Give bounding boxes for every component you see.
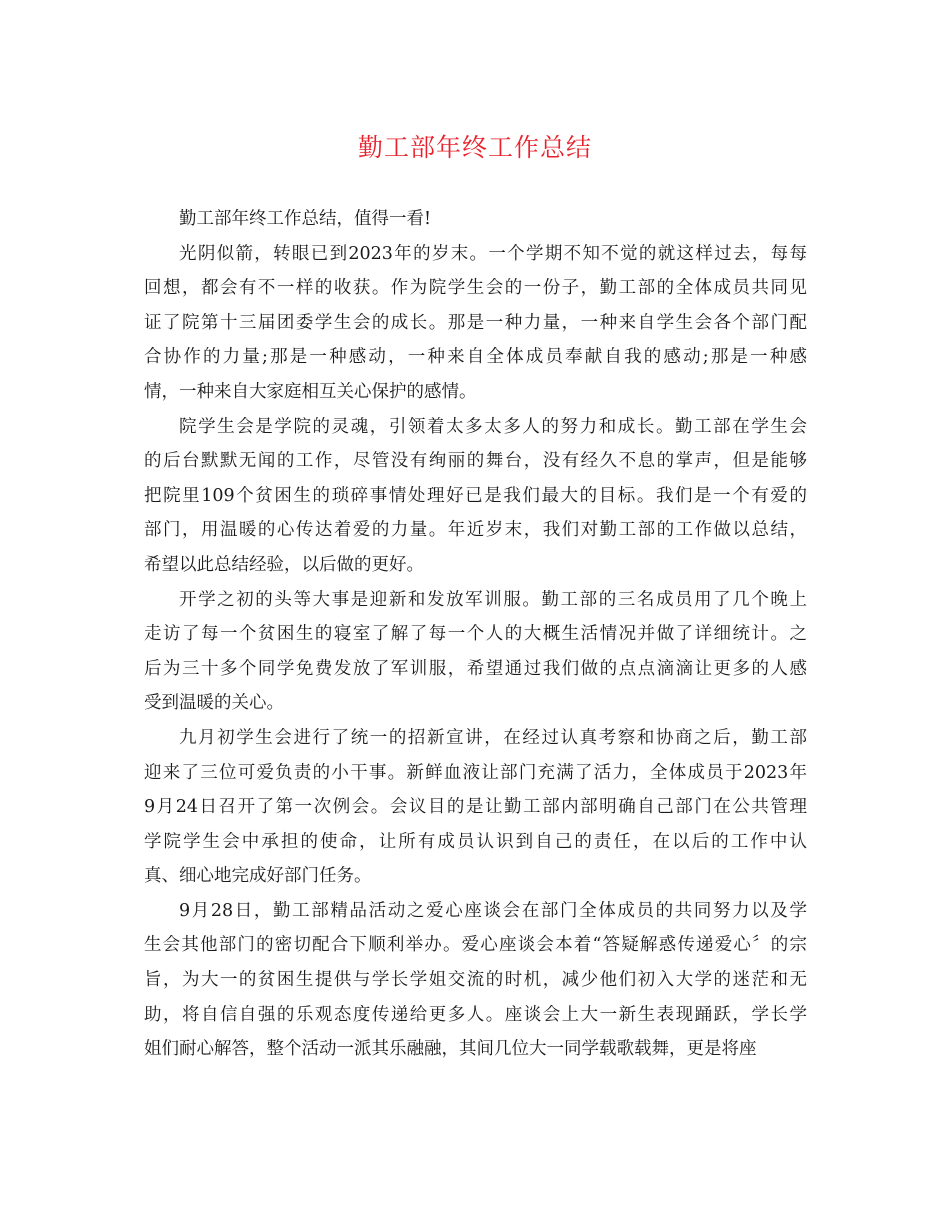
paragraph-line: 回想，都会有不一样的收获。作为院学生会的一份子，勤工部的全体成员共同见 xyxy=(144,278,807,299)
paragraph-line: 生会其他部门的密切配合下顺利举办。爱心座谈会本着“答疑解惑传递爱心〞的宗 xyxy=(144,935,807,956)
paragraph-line: 真、细心地完成好部门任务。 xyxy=(144,866,372,887)
paragraph-line: 勤工部年终工作总结，值得一看! xyxy=(179,209,432,229)
paragraph-line: 院学生会是学院的灵魂，引领着太多太多人的努力和成长。勤工部在学生会 xyxy=(179,416,807,437)
paragraph-line: 开学之初的头等大事是迎新和发放军训服。勤工部的三名成员用了几个晚上 xyxy=(179,589,807,610)
paragraph-line: 希望以此总结经验，以后做的更好。 xyxy=(144,554,424,575)
paragraph xyxy=(144,202,807,237)
paragraph-line: 把院里109个贫困生的琐碎事情处理好已是我们最大的目标。我们是一个有爱的 xyxy=(144,485,807,506)
paragraph-line: 光阴似箭，转眼已到2023年的岁末。一个学期不知不觉的就这样过去，每每 xyxy=(179,243,807,264)
paragraph-line: 的后台默默无闻的工作，尽管没有绚丽的舞台，没有经久不息的掌声，但是能够 xyxy=(144,451,807,472)
paragraph xyxy=(144,237,807,410)
paragraph xyxy=(144,583,807,721)
paragraph-line: 受到温暖的关心。 xyxy=(144,693,284,714)
paragraph xyxy=(144,721,807,894)
document-title: 勤工部年终工作总结 xyxy=(357,133,592,162)
paragraph-line: 证了院第十三届团委学生会的成长。那是一种力量，一种来自学生会各个部门配 xyxy=(144,312,807,333)
paragraph-line: 旨，为大一的贫困生提供与学长学姐交流的时机，减少他们初入大学的迷茫和无 xyxy=(144,970,807,991)
paragraph xyxy=(144,410,807,583)
paragraph-line: 9月28日，勤工部精品活动之爱心座谈会在部门全体成员的共同努力以及学 xyxy=(179,900,807,921)
paragraph-line: 迎来了三位可爱负责的小干事。新鲜血液让部门充满了活力，全体成员于2023年 xyxy=(144,762,807,783)
paragraph-line: 后为三十多个同学免费发放了军训服，希望通过我们做的点点滴滴让更多的人感 xyxy=(144,658,807,679)
paragraph-line: 姐们耐心解答，整个活动一派其乐融融，其间几位大一同学载歌载舞，更是将座 xyxy=(144,1039,757,1060)
paragraph-line: 九月初学生会进行了统一的招新宣讲，在经过认真考察和协商之后，勤工部 xyxy=(179,727,807,748)
paragraph-line: 走访了每一个贫困生的寝室了解了每一个人的大概生活情况并做了详细统计。之 xyxy=(144,624,807,645)
paragraph-line: 助，将自信自强的乐观态度传递给更多人。座谈会上大一新生表现踊跃，学长学 xyxy=(144,1004,807,1025)
paragraph xyxy=(144,894,807,1067)
paragraph-line: 合协作的力量;那是一种感动，一种来自全体成员奉献自我的感动;那是一种感 xyxy=(144,347,807,368)
paragraph-line: 学院学生会中承担的使命，让所有成员认识到自己的责任，在以后的工作中认 xyxy=(144,831,807,852)
paragraph-line: 情，一种来自大家庭相互关心保护的感情。 xyxy=(144,381,477,402)
paragraph-line: 部门，用温暖的心传达着爱的力量。年近岁末，我们对勤工部的工作做以总结， xyxy=(144,520,807,541)
document-body xyxy=(144,202,807,1067)
paragraph-line: 9月24日召开了第一次例会。会议目的是让勤工部内部明确自己部门在公共管理 xyxy=(144,797,807,818)
